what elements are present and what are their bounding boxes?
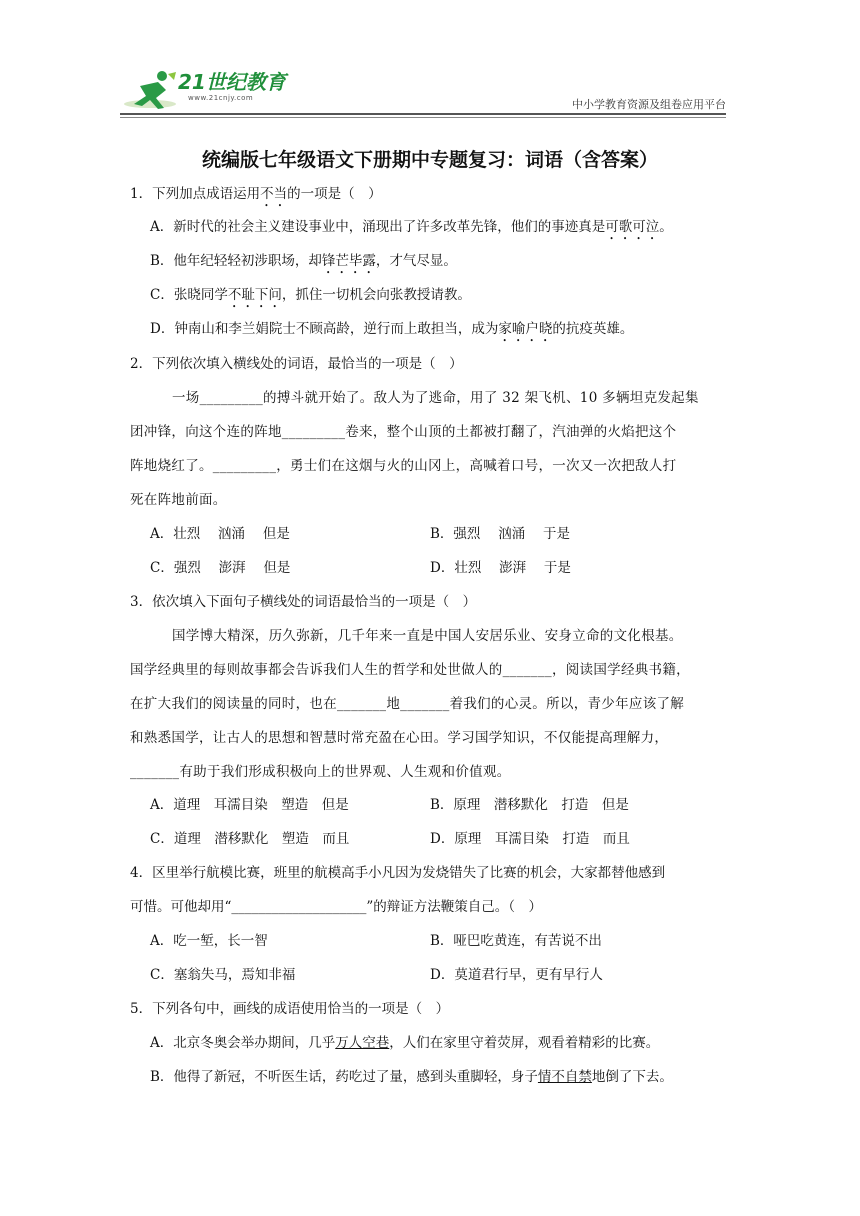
question-5-option-b: B．他得了新冠，不听医生话，药吃过了量，感到头重脚轻，身子情不自禁地倒了下去。 bbox=[150, 1069, 673, 1085]
question-4-stem: 4．区里举行航模比赛，班里的航模高手小凡因为发烧错失了比赛的机会，大家都替他感到 bbox=[130, 865, 666, 881]
question-2-passage-line: 阵地烧红了。_________，勇士们在这烟与火的山冈上，高喊着口号，一次又一次把敌人打 bbox=[130, 458, 677, 474]
question-4-option-a: A．吃一堑，长一智 bbox=[150, 933, 268, 949]
question-2-option-a: A．壮烈 汹涌 但是 bbox=[150, 526, 290, 542]
question-3-passage-line: 国学博大精深，历久弥新，几千年来一直是中国人安居乐业、安身立命的文化根基。 bbox=[172, 628, 683, 644]
question-1-stem: 1．下列加点成语运用不当的一项是（ ） bbox=[130, 186, 382, 202]
question-1-option-a: A．新时代的社会主义建设事业中，涌现出了许多改革先锋，他们的事迹真是可歌可泣。 bbox=[150, 219, 673, 235]
question-3-passage-line: 在扩大我们的阅读量的同时，也在_______地_______着我们的心灵。所以，青少年应该了解 bbox=[130, 696, 685, 712]
question-1-option-b: B．他年纪轻轻初涉职场，却锋芒毕露，才气尽显。 bbox=[150, 253, 457, 269]
question-3-option-a: A．道理 耳濡目染 塑造 但是 bbox=[150, 797, 349, 813]
question-2-passage-line: 死在阵地前面。 bbox=[130, 492, 227, 508]
page-header bbox=[120, 62, 726, 118]
question-4-option-b: B．哑巴吃黄连，有苦说不出 bbox=[430, 933, 602, 949]
question-2-stem: 2．下列依次填入横线处的词语，最恰当的一项是（ ） bbox=[130, 356, 463, 372]
question-2-option-c: C．强烈 澎湃 但是 bbox=[150, 560, 291, 576]
question-1-option-d: D．钟南山和李兰娟院士不顾高龄，逆行而上敢担当，成为家喻户晓的抗疫英雄。 bbox=[150, 321, 634, 337]
question-3-option-b: B．原理 潜移默化 打造 但是 bbox=[430, 797, 629, 813]
logo-url: www.21cnjy.com bbox=[188, 94, 254, 102]
question-2-option-b: B．强烈 汹涌 于是 bbox=[430, 526, 571, 542]
question-5-option-a: A．北京冬奥会举办期间，几乎万人空巷，人们在家里守着荧屏，观看着精彩的比赛。 bbox=[150, 1035, 660, 1051]
question-3-passage-line: 和熟悉国学，让古人的思想和智慧时常充盈在心田。学习国学知识，不仅能提高理解力， bbox=[130, 730, 669, 746]
header-divider-thin bbox=[120, 117, 726, 118]
question-3-option-c: C．道理 潜移默化 塑造 而且 bbox=[150, 831, 350, 847]
question-4-option-d: D．莫道君行早，更有早行人 bbox=[430, 967, 603, 983]
question-3-passage-line: 国学经典里的每则故事都会告诉我们人生的哲学和处世做人的_______，阅读国学经典书籍， bbox=[130, 662, 690, 678]
question-3-stem: 3．依次填入下面句子横线处的词语最恰当的一项是（ ） bbox=[130, 594, 477, 610]
page-title: 统编版七年级语文下册期中专题复习：词语（含答案） bbox=[201, 149, 658, 171]
question-2-option-d: D．壮烈 澎湃 于是 bbox=[430, 560, 571, 576]
question-3-option-d: D．原理 耳濡目染 打造 而且 bbox=[430, 831, 630, 847]
header-divider bbox=[120, 113, 726, 115]
platform-label: 中小学教育资源及组卷应用平台 bbox=[572, 98, 726, 111]
question-4-option-c: C．塞翁失马，焉知非福 bbox=[150, 967, 296, 983]
question-2-passage-line: 一场_________的搏斗就开始了。敌人为了逃命，用了 32 架飞机、10 多辆坦克发起集 bbox=[172, 390, 699, 406]
question-1-option-c: C．张晓同学不耻下问，抓住一切机会向张教授请教。 bbox=[150, 287, 471, 303]
logo-text: 21世纪教育 bbox=[178, 70, 286, 94]
question-4-stem-cont: 可惜。可他却用“____________________”的辩证方法鞭策自己。（ ） bbox=[130, 899, 543, 915]
question-3-passage-line: _______有助于我们形成积极向上的世界观、人生观和价值观。 bbox=[130, 764, 511, 780]
question-2-passage-line: 团冲锋，向这个连的阵地_________卷来，整个山顶的土都被打翻了，汽油弹的火焰把这个 bbox=[130, 424, 677, 440]
question-5-stem: 5．下列各句中，画线的成语使用恰当的一项是（ ） bbox=[130, 1001, 450, 1017]
